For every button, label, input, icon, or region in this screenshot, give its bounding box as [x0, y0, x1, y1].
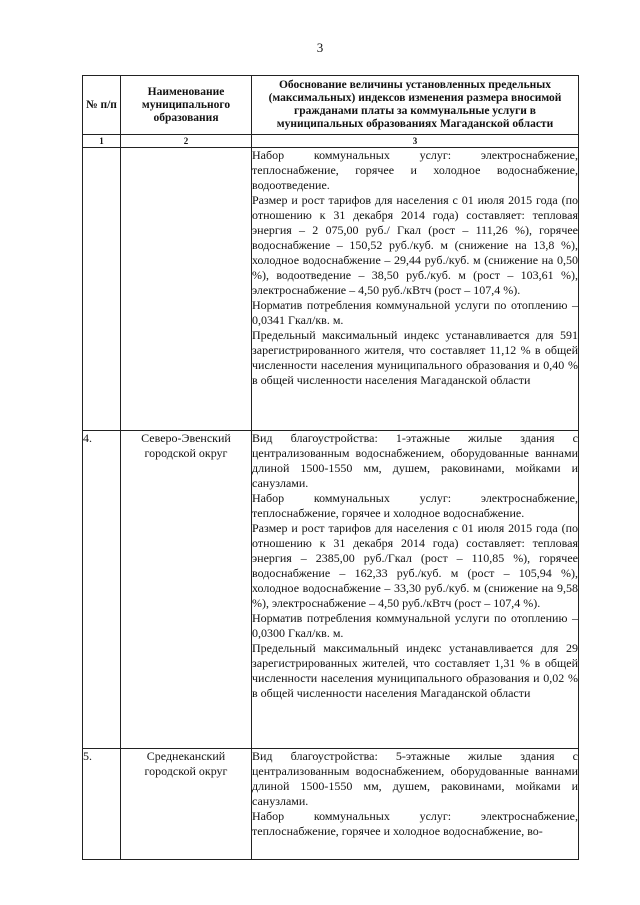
- justification-cell: [252, 148, 579, 431]
- column-number: 2: [121, 135, 252, 148]
- paragraph: Размер и рост тарифов для населения с 01 июля 2015 года (по отношению к 31 декабря 2014 года) составляет: тепловая энергия – 2 075,00 руб./ Гкал (рост – 111,26 %), горячее водоснабжение – 150,52 руб./куб. м (снижение на 13,8 %), холодное водоснабжение – 29,44 руб./куб. м (снижение на 0,50 %), водоотведение – 38,50 руб./куб. м (рост – 103,61 %), электроснабжение – 4,50 руб./кВтч (рост – 107,4 %).: [252, 193, 578, 297]
- row-number: 4.: [83, 431, 121, 749]
- paragraph: Предельный максимальный индекс устанавливается для 591 зарегистрированного жителя, что составляет 11,12 % в общей численности населения муниципального образования и 0,40 % в общей численности населения Магаданской области: [252, 328, 578, 387]
- paragraph: Вид благоустройства: 1-этажные жилые здания с централизованным водоснабжением, оборудованные ваннами длиной 1500-1550 мм, душем, раковинами, мойками и санузлами.: [252, 431, 578, 490]
- paragraph: Размер и рост тарифов для населения с 01 июля 2015 года (по отношению к 31 декабря 2014 года) составляет: тепловая энергия – 2385,00 руб./Гкал (рост – 110,85 %), горячее водоснабжение – 162,33 руб./куб. м (рост – 105,94 %), холодное водоснабжение – 33,30 руб./куб. м (снижение на 9,58 %), электроснабжение – 4,50 руб./кВтч (рост – 107,4 %).: [252, 521, 578, 610]
- paragraph: Вид благоустройства: 5-этажные жилые здания с централизованным водоснабжением, оборудованные ваннами длиной 1500-1550 мм, душем, раковинами, мойками и санузлами.: [252, 749, 578, 808]
- municipality-name: Среднеканский городской округ: [121, 749, 252, 860]
- header-num: № п/п: [83, 76, 121, 135]
- table-header-row: [83, 76, 579, 135]
- paragraph: Норматив потребления коммунальной услуги по отоплению – 0,0300 Гкал/кв. м.: [252, 611, 578, 640]
- table-row: [83, 749, 579, 860]
- table-row: [83, 148, 579, 431]
- column-number: 3: [252, 135, 579, 148]
- justification-cell: [252, 431, 579, 749]
- header-desc: Обоснование величины установленных предельных (максимальных) индексов изменения размера вносимой гражданами платы за коммунальные услуги в муниципальных образованиях Магаданской области: [252, 76, 579, 135]
- paragraph: Набор коммунальных услуг: электроснабжение, теплоснабжение, горячее и холодное водоснабжение.: [252, 491, 578, 520]
- column-number-row: [83, 135, 579, 148]
- paragraph: Предельный максимальный индекс устанавливается для 29 зарегистрированных жителей, что составляет 1,31 % в общей численности населения муниципального образования и 0,02 % в общей численности населения Магаданской области: [252, 641, 578, 700]
- paragraph: Набор коммунальных услуг: электроснабжение, теплоснабжение, горячее и холодное водоснабжение, водоотведение.: [252, 148, 578, 192]
- justification-cell: [252, 749, 579, 860]
- column-number: 1: [83, 135, 121, 148]
- paragraph: Набор коммунальных услуг: электроснабжение, теплоснабжение, горячее и холодное водоснабжение, во-: [252, 809, 578, 838]
- tariff-index-table: [82, 75, 579, 860]
- municipality-name: Северо-Эвенский городской округ: [121, 431, 252, 749]
- row-number: [83, 148, 121, 431]
- header-name: Наименование муниципального образования: [121, 76, 252, 135]
- table-row: [83, 431, 579, 749]
- page-number: 3: [316, 40, 324, 55]
- row-number: 5.: [83, 749, 121, 860]
- municipality-name: [121, 148, 252, 431]
- paragraph: Норматив потребления коммунальной услуги по отоплению – 0,0341 Гкал/кв. м.: [252, 298, 578, 327]
